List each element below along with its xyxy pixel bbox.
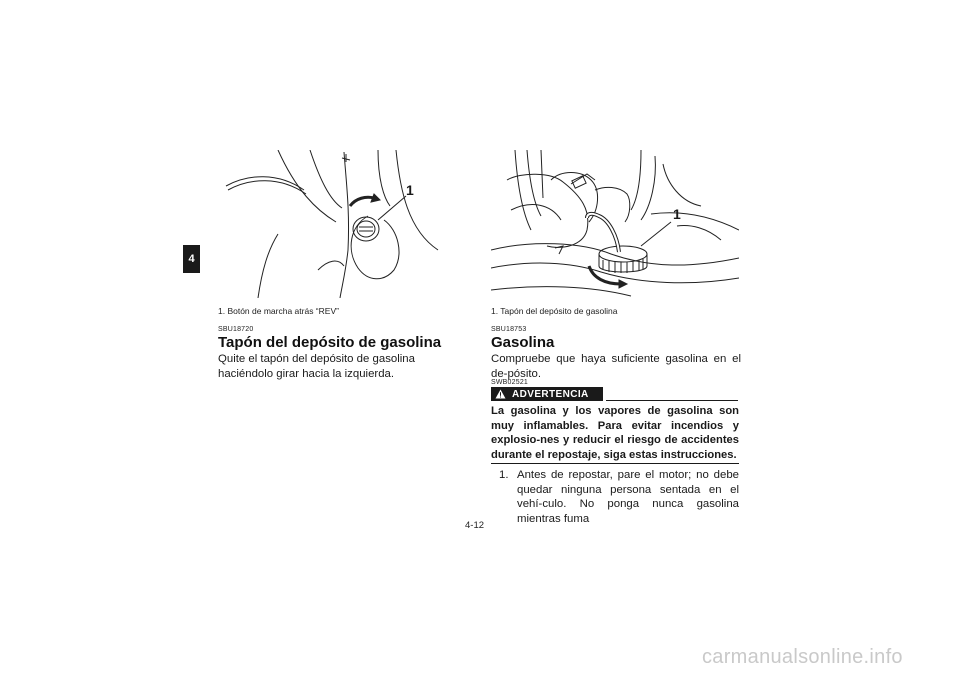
figure-callout-number: 1: [673, 206, 681, 222]
list-number: 1.: [499, 469, 509, 481]
warning-top-rule: [606, 400, 738, 401]
chapter-tab-label: 4: [188, 253, 195, 265]
section-code: SBU18753: [491, 326, 527, 333]
warning-label: ADVERTENCIA: [512, 388, 589, 400]
warning-bottom-rule: [491, 463, 739, 464]
figure-callout-number: 1: [406, 182, 414, 198]
figure-caption: 1. Botón de marcha atrás “REV”: [218, 306, 339, 316]
warning-code: SWB02521: [491, 379, 529, 386]
reverse-button-illustration: [218, 150, 466, 298]
section-heading: Gasolina: [491, 334, 555, 351]
list-item-text: Antes de repostar, pare el motor; no debe quedar ninguna persona sentada en el vehí-culo. No ponga nunca gasolina mientras fuma: [517, 469, 739, 525]
fuel-cap-illustration: [491, 150, 739, 298]
warning-badge: [491, 387, 603, 401]
section-body: Quite el tapón del depósito de gasolina haciéndolo girar hacia la izquierda.: [218, 353, 415, 380]
section-heading: Tapón del depósito de gasolina: [218, 334, 442, 351]
figure-caption: 1. Tapón del depósito de gasolina: [491, 306, 618, 316]
reverse-button-drawing: [218, 150, 466, 298]
section-body: Compruebe que haya suficiente gasolina en el de-pósito.: [491, 353, 741, 380]
page-number: 4-12: [465, 520, 485, 531]
chapter-tab: [183, 245, 200, 273]
section-code: SBU18720: [218, 326, 254, 333]
warning-triangle-icon: [495, 389, 506, 399]
warning-text: La gasolina y los vapores de gasolina son muy inflamables. Para evitar incendios y explosio-nes y reducir el riesgo de accidentes durante el repostaje, siga estas instrucciones.: [491, 405, 739, 461]
fuel-cap-drawing: [491, 150, 739, 298]
watermark-text: carmanualsonline.info: [702, 646, 903, 668]
